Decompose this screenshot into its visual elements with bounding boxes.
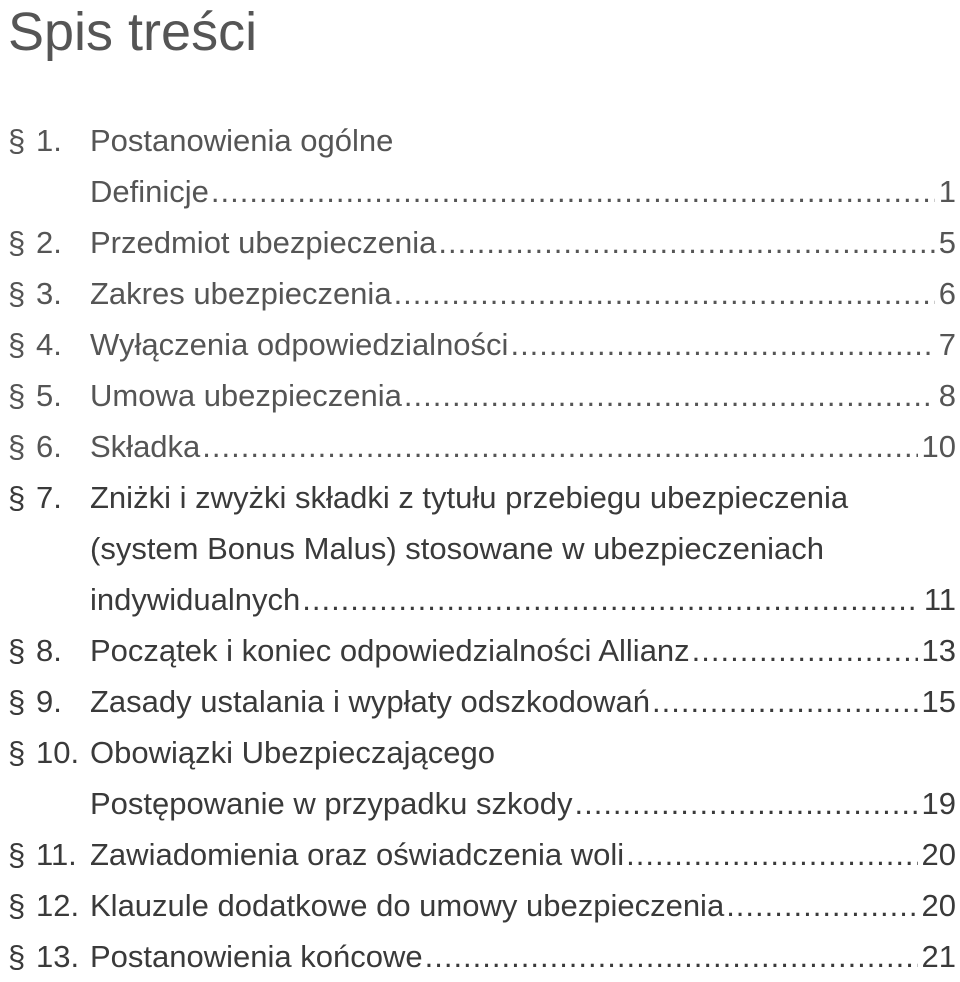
section-symbol: § [8,276,26,311]
section-number: 7. [36,480,62,515]
page-number: 21 [921,939,956,974]
dot-leader [692,625,918,676]
page-number: 15 [921,684,956,719]
dot-leader [726,880,917,931]
entry-label: Obowiązki Ubezpieczającego [90,735,495,770]
toc-entry-2[interactable] [8,217,958,268]
page-number: 19 [921,786,956,821]
section-symbol: § [8,888,26,923]
section-symbol: § [8,327,26,362]
section-symbol: § [8,684,26,719]
section-symbol: § [8,837,26,872]
toc-entry-13[interactable] [8,931,958,982]
entry-label: (system Bonus Malus) stosowane w ubezpieczeniach [90,531,825,566]
entry-label: Początek i koniec odpowiedzialności Allianz [90,633,690,668]
dot-leader [211,166,935,217]
section-symbol: § [8,225,26,260]
dot-leader [404,370,935,421]
section-symbol: § [8,633,26,668]
entry-label: Definicje [90,174,209,209]
dot-leader [574,778,917,829]
toc-entry-1[interactable] [8,115,958,166]
entry-label: Postanowienia końcowe [90,939,423,974]
page-number: 20 [921,837,956,872]
entry-label: Klauzule dodatkowe do umowy ubezpieczenia [90,888,725,923]
toc-entry-4[interactable] [8,319,958,370]
section-symbol: § [8,939,26,974]
toc-entry-1-continued[interactable] [8,166,958,217]
toc-entry-7[interactable] [8,472,958,523]
section-number: 4. [36,327,62,362]
page-number: 20 [921,888,956,923]
section-symbol: § [8,429,26,464]
toc-entry-7-continued[interactable] [8,574,958,625]
page-number: 10 [921,429,956,464]
toc-entry-5[interactable] [8,370,958,421]
section-number: 6. [36,429,62,464]
dot-leader [652,676,917,727]
page-number: 13 [921,633,956,668]
table-of-contents [8,115,958,982]
section-number: 8. [36,633,62,668]
page-number: 6 [938,276,956,311]
section-symbol: § [8,735,26,770]
toc-entry-10[interactable] [8,727,958,778]
dot-leader [394,268,935,319]
entry-label: Zawiadomienia oraz oświadczenia woli [90,837,625,872]
entry-label: Postanowienia ogólne [90,123,394,158]
section-number: 10. [36,735,80,770]
toc-entry-3[interactable] [8,268,958,319]
page-number: 1 [938,174,956,209]
entry-label: Składka [90,429,201,464]
section-number: 5. [36,378,62,413]
page-number: 8 [938,378,956,413]
entry-label: indywidualnych [90,582,301,617]
section-number: 13. [36,939,80,974]
dot-leader [425,931,918,982]
dot-leader [510,319,934,370]
page-title: Spis treści [8,2,258,62]
entry-label: Przedmiot ubezpieczenia [90,225,437,260]
section-number: 1. [36,123,62,158]
toc-entry-9[interactable] [8,676,958,727]
page-number: 7 [938,327,956,362]
section-number: 12. [36,888,80,923]
section-number: 2. [36,225,62,260]
section-number: 11. [36,837,77,872]
section-symbol: § [8,480,26,515]
dot-leader [626,829,917,880]
toc-entry-10-continued[interactable] [8,778,958,829]
section-symbol: § [8,123,26,158]
dot-leader [302,574,920,625]
toc-entry-6[interactable] [8,421,958,472]
toc-entry-11[interactable] [8,829,958,880]
entry-label: Umowa ubezpieczenia [90,378,402,413]
toc-entry-8[interactable] [8,625,958,676]
entry-label: Zasady ustalania i wypłaty odszkodowań [90,684,651,719]
toc-entry-12[interactable] [8,880,958,931]
section-symbol: § [8,378,26,413]
page-number: 11 [923,582,956,617]
page-number: 5 [938,225,956,260]
section-number: 9. [36,684,62,719]
entry-label: Wyłączenia odpowiedzialności [90,327,509,362]
entry-label: Postępowanie w przypadku szkody [90,786,573,821]
toc-entry-7-continued[interactable] [8,523,958,574]
section-number: 3. [36,276,62,311]
entry-label: Zniżki i zwyżki składki z tytułu przebiegu ubezpieczenia [90,480,849,515]
dot-leader [438,217,934,268]
entry-label: Zakres ubezpieczenia [90,276,392,311]
dot-leader [202,421,917,472]
